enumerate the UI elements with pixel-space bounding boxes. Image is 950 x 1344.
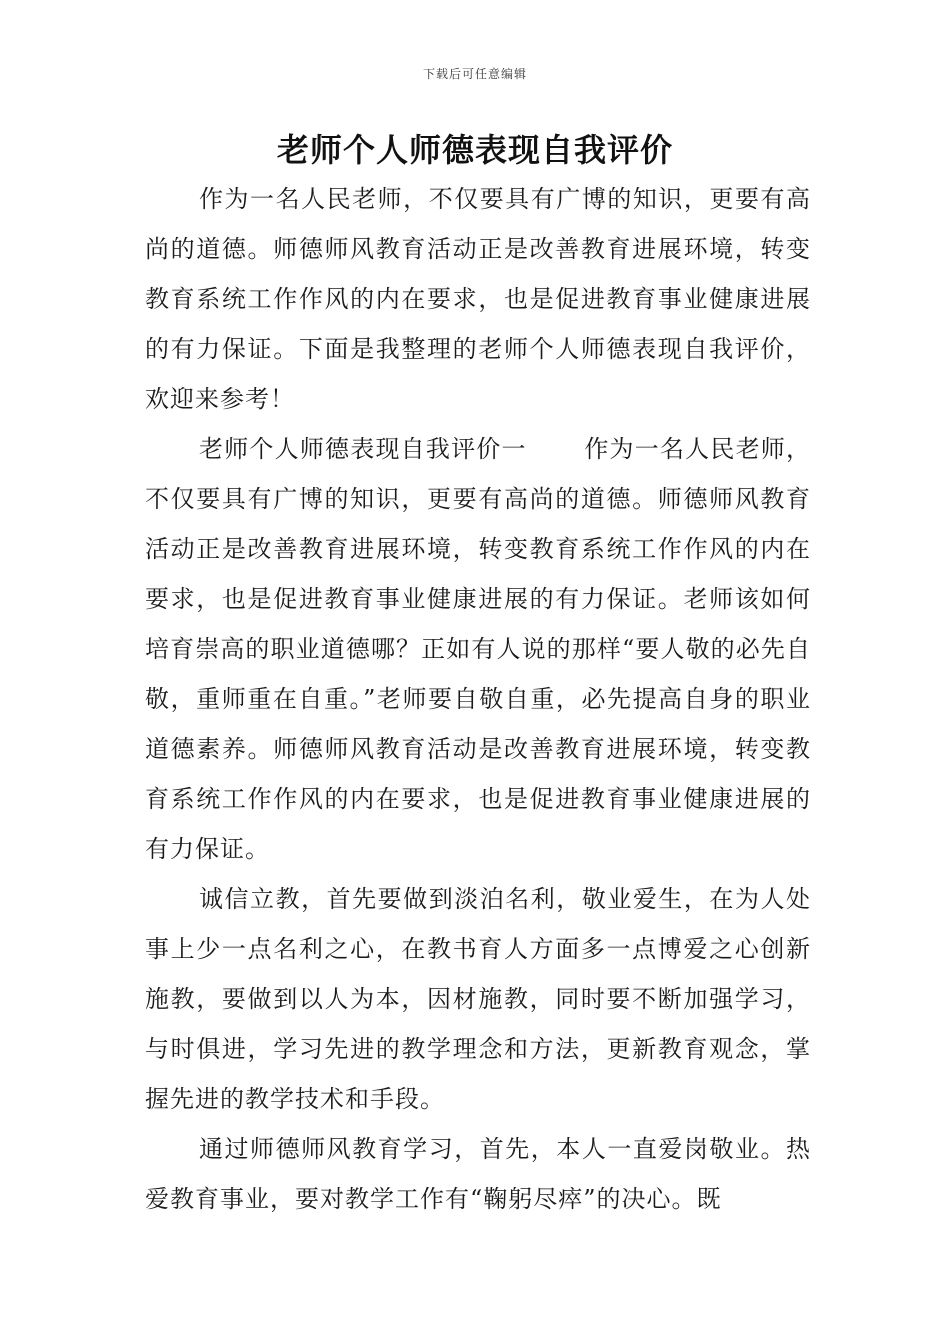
paragraph-study xyxy=(145,1124,811,1224)
paragraph-text: 通过师德师风教育学习，首先，本人一直爱岗敬业。热爱教育事业，要对教学工作有“鞠躬尽瘁”的决心。既 xyxy=(145,1135,811,1213)
document-title: 老师个人师德表现自我评价 xyxy=(276,131,673,169)
paragraph-section-one xyxy=(145,424,811,874)
paragraph-text: 作为一名人民老师，不仅要具有广博的知识，更要有高尚的道德。师德师风教育活动正是改善教育进展环境，转变教育系统工作作风的内在要求，也是促进教育事业健康进展的有力保证。老师该如何培育崇高的职业道德哪？正如有人说的那样“要人敬的必先自敬，重师重在自重。”老师要自敬自重，必先提高自身的职业道德素养。师德师风教育活动是改善教育进展环境，转变教育系统工作作风的内在要求，也是促进教育事业健康进展的有力保证。 xyxy=(145,435,812,863)
paragraph-text: 诚信立教，首先要做到淡泊名利，敬业爱生，在为人处事上少一点名利之心，在教书育人方面多一点博爱之心创新施教，要做到以人为本，因材施教，同时要不断加强学习，与时俱进，学习先进的教学理念和方法，更新教育观念，掌握先进的教学技术和手段。 xyxy=(145,885,811,1113)
section-heading: 老师个人师德表现自我评价一 xyxy=(199,435,527,463)
paragraph-intro xyxy=(145,174,811,424)
paragraph-integrity xyxy=(145,874,811,1124)
header-note: 下载后可任意编辑 xyxy=(422,67,527,81)
paragraph-text: 作为一名人民老师，不仅要具有广博的知识，更要有高尚的道德。师德师风教育活动正是改善教育进展环境，转变教育系统工作作风的内在要求，也是促进教育事业健康进展的有力保证。下面是我整理的老师个人师德表现自我评价，欢迎来参考！ xyxy=(145,185,811,413)
document-body xyxy=(145,174,811,1224)
